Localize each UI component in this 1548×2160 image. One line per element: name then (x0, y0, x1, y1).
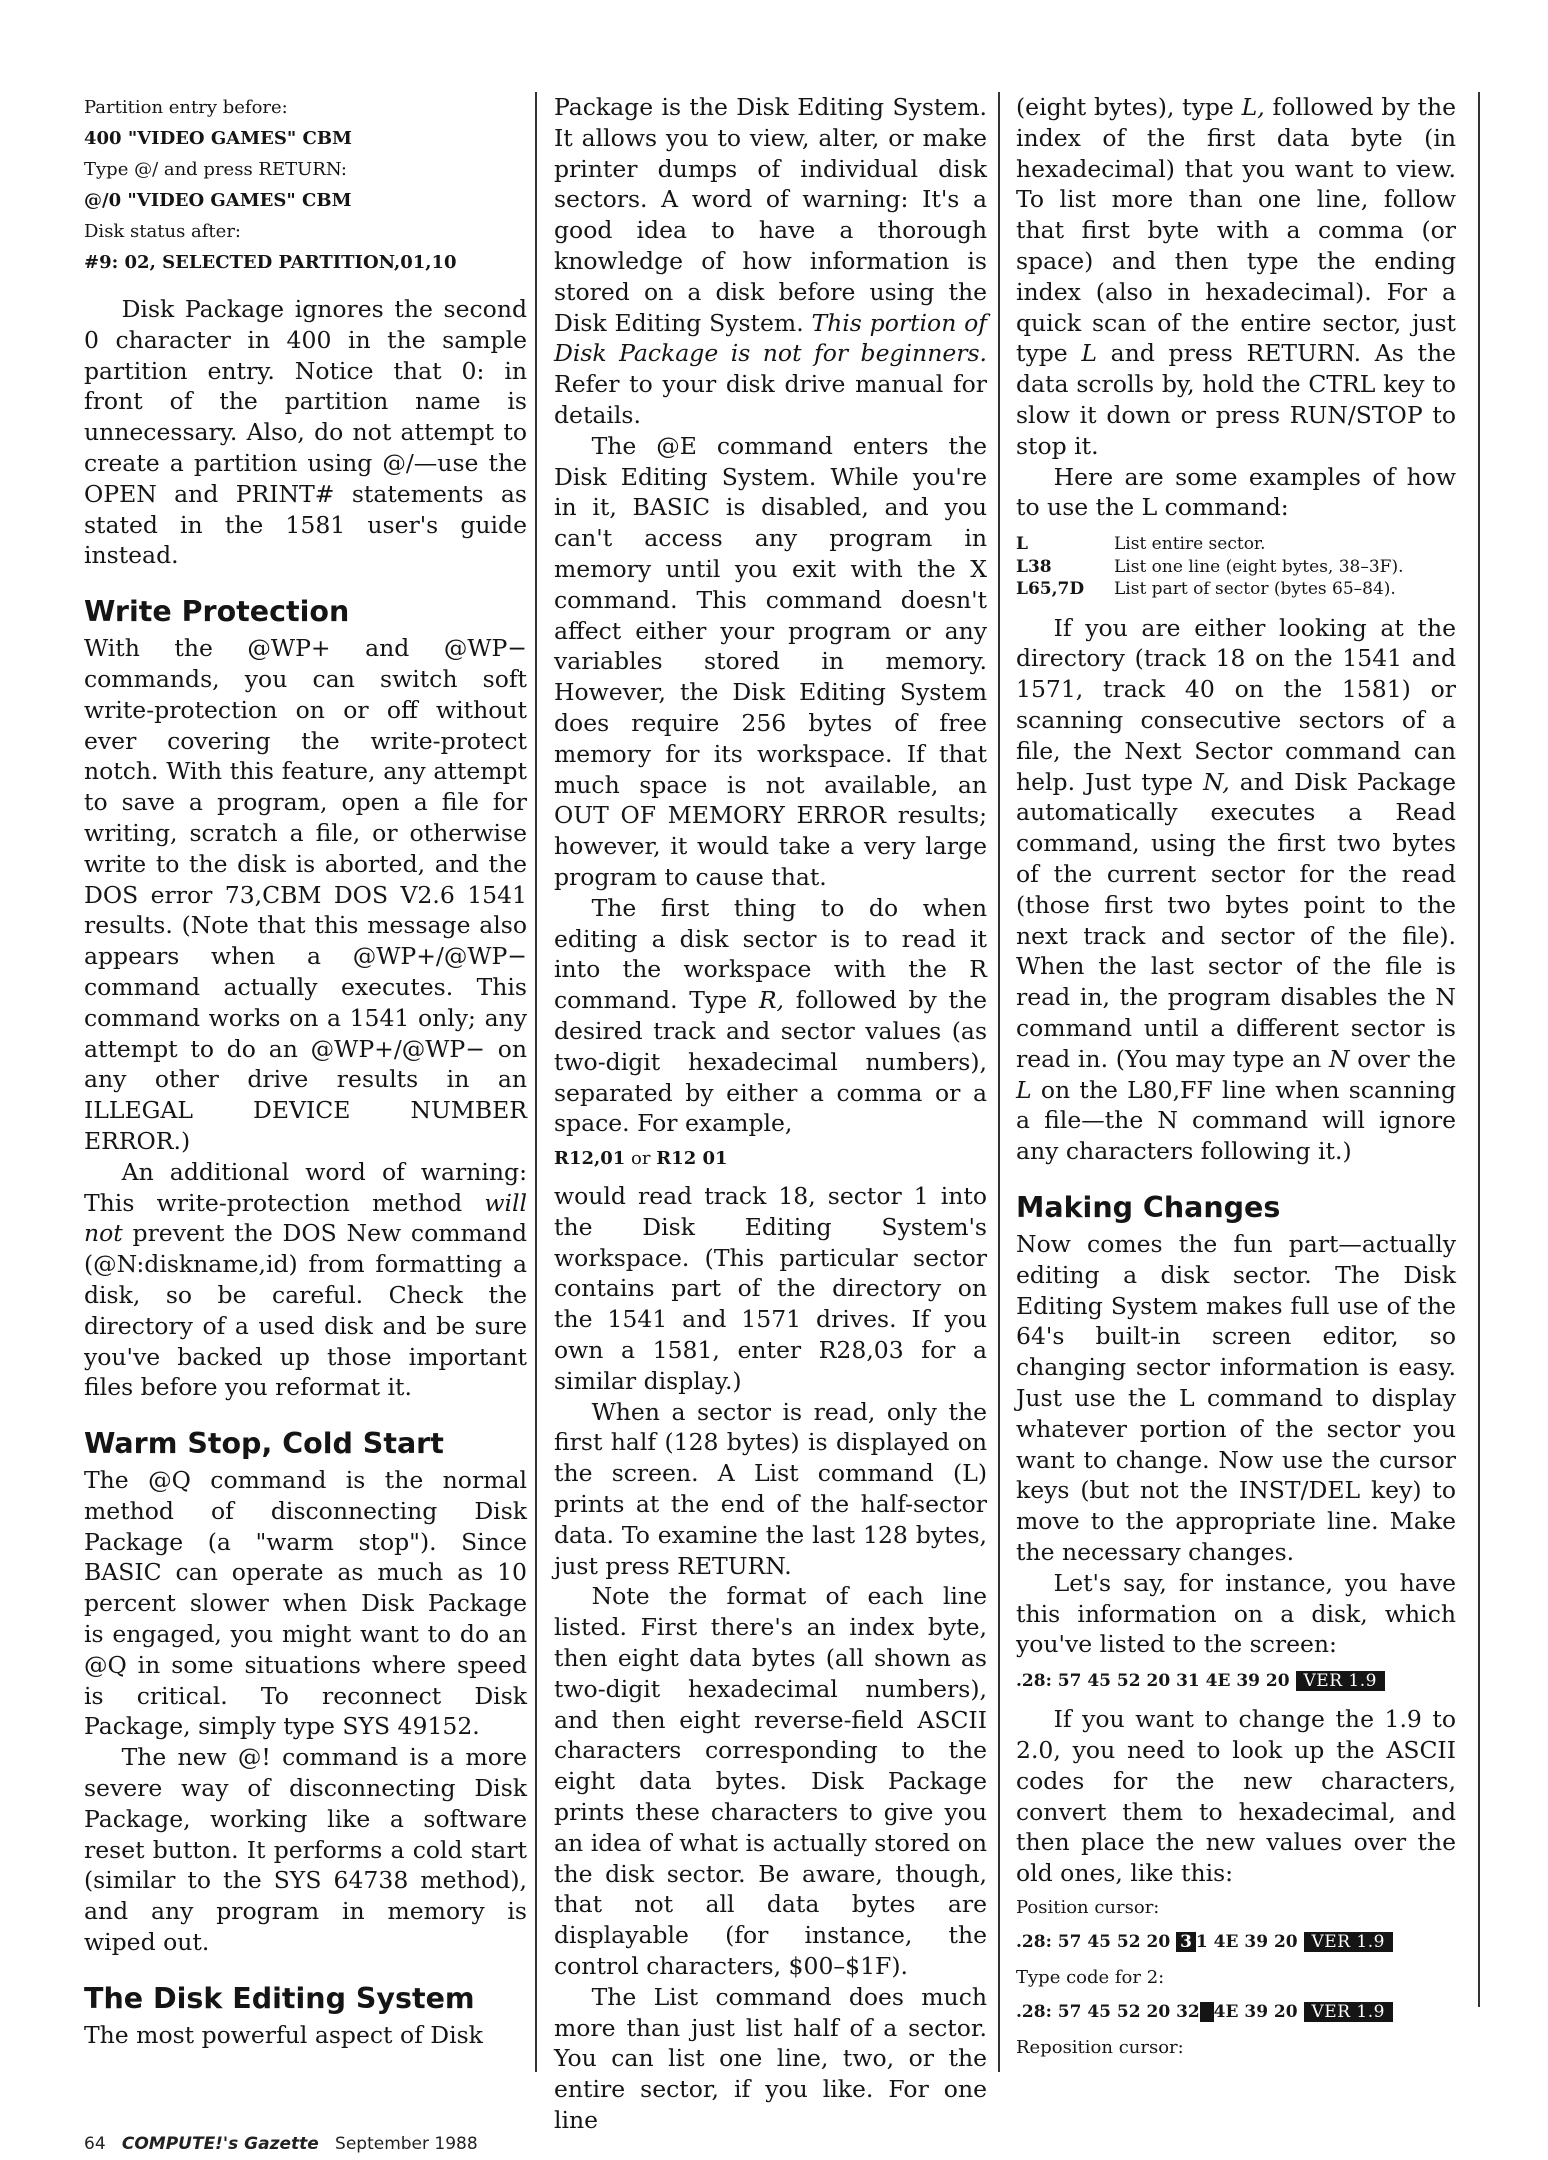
column-3 (1016, 92, 1456, 2061)
emphasis: N, (1203, 767, 1230, 796)
emphasis: L (1081, 339, 1097, 368)
screen-listing (1016, 1997, 1456, 2027)
text-run: and press RETURN. As the data scrolls by, hold the CTRL key to slow it down or press RUN/STOP to stop it. (1016, 339, 1457, 460)
paragraph: Disk Package ignores the second 0 character in 400 in the sample partition entry. Notice that 0: in front of the partition name is unnecessary. Also, do not attempt to create a partition using @/—use the OPEN and PRINT# statements as stated in the 1581 user's guide instead. (84, 295, 527, 570)
emphasis: L, (1241, 93, 1265, 121)
paragraph: The @E command enters the Disk Editing System. While you're in it, BASIC is disabled, and you can't access any program in memory until you exit with the X command. This command doesn't affect either your program or any variables stored in memory. However, the Disk Editing System does require 256 bytes of free memory for its workspace. If that much space is not available, an OUT OF MEMORY ERROR results; however, it would take a very large program to cause that. (554, 431, 987, 891)
paragraph: Now comes the fun part—actually editing a disk sector. The Disk Editing System makes full use of the 64's built-in screen editor, so changing sector information is easy. Just use the L command to display whatever portion of the sector you want to change. Now use the cursor keys (but not the INST/DEL key) to move to the appropriate line. Make the necessary changes. (1016, 1230, 1456, 1566)
text-run: followed by the desired track and sector values (as two-digit hexadecimal numbers), separated by either a comma or a space. For example, (554, 986, 987, 1138)
or-text: or (625, 1148, 657, 1170)
text-run: If you are either looking at the directory (track 18 on the 1541 and 1571, track 40 on the 1581) or scanning consecutive sectors of a file, the Next Sector command can help. Just type (1016, 613, 1456, 796)
command-description: List part of sector (bytes 65–84). (1114, 579, 1396, 600)
section-heading-making-changes: Making Changes (1016, 1191, 1281, 1224)
text-run: prevent the DOS New command (@N:diskname,id) from formatting a disk, so be careful. Check the directory of a used disk and be sure you've backed up those important files before you reformat it. (84, 1219, 527, 1402)
example-command: 400 "VIDEO GAMES" CBM (84, 128, 352, 149)
paragraph (554, 893, 987, 1139)
command-text: R12 01 (656, 1148, 728, 1170)
reverse-ascii: VER 1.9 (1304, 2002, 1393, 2022)
paragraph: Note the format of each line listed. First there's an index byte, then eight data bytes (all shown as two-digit hexadecimal numbers), and then eight reverse-field ASCII characters corresponding to the eight data bytes. Disk Package prints these characters to give you an idea of what is actually stored on the disk sector. Be aware, though, that not all data bytes are displayable (for instance, the control characters, $00–$1F). (554, 1582, 987, 1981)
hex-bytes: .28: 57 45 52 20 31 4E 39 20 (1016, 1671, 1296, 1692)
text-run: followed by the index of the first data byte (in hexadecimal) that you want to view. To list more than one line, follow that first byte with a comma (or space) and then type the ending index (also in hexadecimal). For a quick scan of the entire sector, just type (1016, 93, 1456, 368)
step-label: Reposition cursor: (1016, 2036, 1184, 2058)
page-number: 64 (84, 2134, 106, 2154)
cursor-block: 3 (1176, 1932, 1196, 1952)
paragraph (554, 92, 987, 431)
paragraph: With the @WP+ and @WP− commands, you can switch soft write-protection on or off without ever covering the write-protect notch. With this feature, any attempt to save a program, open a file for writing, scratch a file, or otherwise write to the disk is aborted, and the DOS error 73,CBM DOS V2.6 1541 results. (Note that this message also appears when a @WP+/@WP− command actually executes. This command works on a 1541 only; any attempt to do an @WP+/@WP− on any other drive results in an ILLEGAL DEVICE NUMBER ERROR.) (84, 634, 527, 1155)
paragraph: The @Q command is the normal method of disconnecting Disk Package (a "warm stop"). Since BASIC can operate as much as 10 percent slower when Disk Package is engaged, you might want to do an @Q in some situations where speed is critical. To reconnect Disk Package, simply type SYS 49152. (84, 1466, 527, 1741)
section-heading-disk-editing: The Disk Editing System (84, 1981, 475, 2015)
text-run: (eight bytes), type (1016, 93, 1242, 121)
list-command-examples (1016, 533, 1456, 601)
partition-example (84, 92, 527, 278)
example-label: Disk status after: (84, 221, 241, 242)
paragraph: The most powerful aspect of Disk (84, 2020, 483, 2049)
paragraph: The new @! command is a more severe way of disconnecting Disk Package, working like a software reset button. It performs a cold start (similar to the SYS 64738 method), and any program in memory is wiped out. (84, 1743, 527, 1957)
paragraph (1016, 92, 1456, 462)
example-command: #9: 02, SELECTED PARTITION,01,10 (84, 252, 457, 273)
text-run: over the (1349, 1044, 1456, 1073)
column-2 (554, 92, 987, 2136)
paragraph: When a sector is read, only the first half (128 bytes) is displayed on the screen. A List command (L) prints at the end of the half-sector data. To examine the last 128 bytes, just press RETURN. (554, 1397, 987, 1580)
screen-listing (1016, 1927, 1456, 1957)
cursor-block (1200, 2002, 1214, 2022)
emphasis: This portion of Disk Package is not for beginners. (554, 308, 987, 368)
example-command: @/0 "VIDEO GAMES" CBM (84, 190, 352, 211)
text-run: on the L80,FF line when scanning a file—the N command will ignore any characters following it.) (1016, 1075, 1456, 1166)
column-divider (535, 92, 537, 2072)
command-text: L38 (1016, 556, 1052, 577)
issue-date: September 1988 (335, 2134, 478, 2154)
command-text: R12,01 (554, 1148, 626, 1170)
example-label: Partition entry before: (84, 97, 288, 118)
text-run: Refer to your disk drive manual for details. (554, 370, 987, 429)
example-label: Type @/ and press RETURN: (84, 159, 347, 180)
reverse-ascii: VER 1.9 (1304, 1932, 1393, 1952)
list-item (1016, 533, 1456, 556)
emphasis: will not (84, 1188, 527, 1248)
section-heading-write-protection: Write Protection (84, 595, 350, 629)
publication-name: COMPUTE!'s Gazette (121, 2134, 319, 2154)
paragraph (1016, 613, 1456, 1167)
command-description: List one line (eight bytes, 38–3F). (1114, 556, 1404, 577)
column-divider (1478, 92, 1480, 2007)
emphasis: L (1016, 1075, 1032, 1104)
command-text: L (1016, 534, 1028, 555)
hex-bytes: .28: 57 45 52 20 32 (1016, 2001, 1200, 2022)
step-label: Type code for 2: (1016, 1966, 1165, 1988)
section-heading-warm-stop: Warm Stop, Cold Start (84, 1427, 444, 1461)
paragraph (84, 1157, 527, 1403)
page-footer (84, 2134, 478, 2154)
command-text: L65,7D (1016, 579, 1085, 600)
text-run: Package is the Disk Editing System. It allows you to view, alter, or make printer dumps of individual disk sectors. A word of warning: It's a good idea to have a thorough knowledge of how information is stored on a disk before using the Disk Editing System. (554, 93, 987, 337)
text-run: The first thing to do when editing a disk sector is to read it into the workspace with the R command. Type (554, 893, 987, 1015)
paragraph: Let's say, for instance, you have this information on a disk, which you've listed to the screen: (1016, 1568, 1456, 1659)
reverse-ascii: VER 1.9 (1296, 1671, 1385, 1691)
emphasis: N (1328, 1044, 1350, 1073)
text-run: and Disk Package automatically executes a Read command, using the first two bytes of the current sector for the read (those first two bytes point to the next track and sector of the file). When the last sector of the file is read in, the program disables the N command until a different sector is read in. (You may type an (1016, 767, 1456, 1073)
screen-listing (1016, 1666, 1456, 1696)
list-item (1016, 556, 1456, 579)
text-run: An additional word of warning: This write-protection method (84, 1157, 527, 1217)
command-description: List entire sector. (1114, 534, 1266, 555)
read-command-example (554, 1143, 987, 1175)
paragraph: Here are some examples of how to use the L command: (1016, 462, 1456, 522)
list-item (1016, 578, 1456, 601)
column-divider (998, 92, 1000, 2072)
step-label: Position cursor: (1016, 1896, 1160, 1918)
paragraph: If you want to change the 1.9 to 2.0, you need to look up the ASCII codes for the new characters, convert them to hexadecimal, and then place the new values over the old ones, like this: (1016, 1705, 1456, 1888)
paragraph: The List command does much more than just list half of a sector. You can list one line, two, or the entire sector, if you like. For one line (554, 1982, 987, 2134)
hex-bytes: 1 4E 39 20 (1195, 1931, 1304, 1952)
column-1 (84, 92, 527, 2051)
hex-bytes: .28: 57 45 52 20 (1016, 1931, 1177, 1952)
hex-bytes: 4E 39 20 (1213, 2001, 1304, 2022)
emphasis: R, (758, 986, 784, 1015)
paragraph: would read track 18, sector 1 into the Disk Editing System's workspace. (This particular sector contains part of the directory on the 1541 and 1571 drives. If you own a 1581, enter R28,03 for a similar display.) (554, 1182, 987, 1395)
